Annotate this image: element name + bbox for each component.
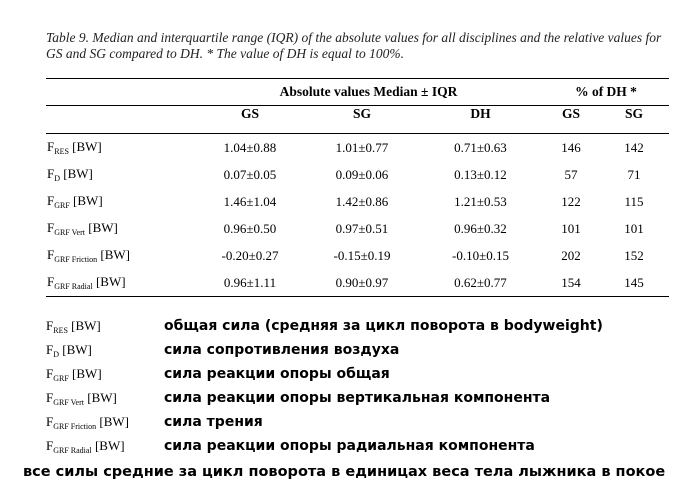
table-cell: 145 xyxy=(599,269,669,297)
force-symbol xyxy=(47,139,102,154)
table-cell: 0.96±0.32 xyxy=(454,220,507,236)
table-cell: -0.20±0.27 xyxy=(221,247,279,263)
legend-item xyxy=(46,434,686,458)
symbol-unit: [BW] xyxy=(68,365,102,381)
legend-item xyxy=(46,410,686,434)
symbol-subscript: GRF xyxy=(54,201,70,210)
table-body xyxy=(46,134,669,297)
column-header: GS xyxy=(543,106,599,134)
table-cell: 0.96±0.50 xyxy=(223,220,277,236)
force-symbol xyxy=(47,193,103,208)
legend-symbol xyxy=(46,366,164,383)
table-cell: 0.96±1.11 xyxy=(194,269,306,297)
table-cell: 0.71±0.63 xyxy=(454,139,507,155)
table-cell: 152 xyxy=(624,247,644,263)
symbol-subscript: D xyxy=(54,174,61,183)
table-cell: 1.46±1.04 xyxy=(223,193,277,209)
table-cell: 142 xyxy=(624,139,644,155)
table-cell: 1.42±0.86 xyxy=(335,193,389,209)
force-symbol xyxy=(46,390,117,405)
table-row xyxy=(46,269,669,297)
symbol-unit: [BW] xyxy=(92,274,126,289)
column-header: GS xyxy=(194,106,306,134)
symbol-subscript: GRF Vert xyxy=(53,397,84,407)
column-header-row xyxy=(46,106,669,134)
legend-item xyxy=(46,362,686,386)
symbol-letter: F xyxy=(47,139,55,154)
legend-symbol xyxy=(46,318,164,335)
legend-item xyxy=(46,314,686,338)
table-cell: 101 xyxy=(624,220,644,236)
symbol-subscript: GRF Radial xyxy=(54,282,93,291)
empty-corner xyxy=(46,79,194,106)
force-symbol xyxy=(46,366,102,381)
column-header: SG xyxy=(306,106,418,134)
row-label xyxy=(46,269,194,297)
symbol-unit: [BW] xyxy=(84,220,118,235)
row-label xyxy=(46,161,194,188)
group-header-relative: % of DH * xyxy=(543,79,669,106)
symbol-unit: [BW] xyxy=(60,166,93,181)
table-cell: 71 xyxy=(627,166,641,182)
force-symbol xyxy=(47,274,126,289)
legend-description: сила трения xyxy=(164,414,263,430)
symbol-letter: F xyxy=(47,247,55,262)
group-header-row xyxy=(46,79,669,106)
table-row xyxy=(46,215,669,242)
legend-description: сила сопротивления воздуха xyxy=(164,342,400,358)
table-cell: 0.07±0.05 xyxy=(223,166,277,182)
symbol-unit: [BW] xyxy=(69,193,103,208)
symbol-letter: F xyxy=(46,389,54,405)
table-cell: 0.97±0.51 xyxy=(335,220,389,236)
table-cell: 1.21±0.53 xyxy=(454,193,507,209)
symbol-letter: F xyxy=(46,365,54,381)
row-label xyxy=(46,188,194,215)
symbol-letter: F xyxy=(46,413,54,429)
legend-symbol xyxy=(46,390,164,407)
results-table xyxy=(46,78,669,297)
force-symbol xyxy=(46,414,129,429)
table-cell: 101 xyxy=(561,220,581,236)
force-symbol xyxy=(46,318,101,333)
legend xyxy=(46,314,686,458)
symbol-unit: [BW] xyxy=(59,341,92,357)
legend-symbol xyxy=(46,342,164,359)
row-label xyxy=(46,242,194,269)
footer-note: все силы средние за цикл поворота в единицах веса тела лыжника в покое xyxy=(23,464,666,480)
group-header-absolute: Absolute values Median ± IQR xyxy=(194,79,543,106)
legend-description: сила реакции опоры общая xyxy=(164,366,390,382)
table-row xyxy=(46,242,669,269)
symbol-subscript: D xyxy=(53,349,60,359)
table-cell: 1.01±0.77 xyxy=(335,139,389,155)
legend-description: общая сила (средняя за цикл поворота в bodyweight) xyxy=(164,318,603,334)
legend-description: сила реакции опоры вертикальная компонента xyxy=(164,390,551,406)
column-header: DH xyxy=(418,106,543,134)
force-symbol xyxy=(47,166,93,181)
table-cell: 154 xyxy=(543,269,599,297)
symbol-unit: [BW] xyxy=(67,317,101,333)
table-cell: -0.10±0.15 xyxy=(452,247,509,263)
table-cell: 1.04±0.88 xyxy=(223,139,277,155)
table-cell: 115 xyxy=(624,193,644,209)
table-cell: 146 xyxy=(561,139,581,155)
row-label xyxy=(46,134,194,162)
table-cell: 0.90±0.97 xyxy=(306,269,418,297)
legend-symbol xyxy=(46,414,164,431)
empty-corner xyxy=(46,106,194,134)
table-caption: Table 9. Median and interquartile range (IQR) of the absolute values for all disciplines and the relative values for GS and SG compared to DH. * The value of DH is equal to 100%. xyxy=(46,30,662,61)
symbol-unit: [BW] xyxy=(97,247,130,262)
table-cell: 0.13±0.12 xyxy=(454,166,507,182)
table-cell: 122 xyxy=(561,193,581,209)
symbol-subscript: GRF Friction xyxy=(53,421,97,431)
symbol-unit: [BW] xyxy=(68,139,102,154)
table-cell: -0.15±0.19 xyxy=(333,247,391,263)
symbol-letter: F xyxy=(46,437,54,453)
symbol-unit: [BW] xyxy=(96,413,129,429)
symbol-subscript: RES xyxy=(53,325,68,335)
symbol-unit: [BW] xyxy=(83,389,117,405)
legend-description: сила реакции опоры радиальная компонента xyxy=(164,438,535,454)
table-row xyxy=(46,161,669,188)
legend-symbol xyxy=(46,438,164,455)
row-label xyxy=(46,215,194,242)
force-symbol xyxy=(46,342,92,357)
legend-item xyxy=(46,338,686,362)
table-cell: 0.62±0.77 xyxy=(418,269,543,297)
symbol-subscript: GRF Radial xyxy=(53,445,92,455)
table-row xyxy=(46,188,669,215)
force-symbol xyxy=(47,247,130,262)
legend-item xyxy=(46,386,686,410)
table-cell: 0.09±0.06 xyxy=(335,166,389,182)
symbol-subscript: GRF Vert xyxy=(54,228,85,237)
symbol-letter: F xyxy=(47,274,55,289)
symbol-letter: F xyxy=(46,317,54,333)
symbol-unit: [BW] xyxy=(91,437,125,453)
symbol-subscript: GRF xyxy=(53,373,69,383)
table-cell: 57 xyxy=(564,166,578,182)
symbol-letter: F xyxy=(46,341,54,357)
table-row xyxy=(46,134,669,162)
symbol-subscript: RES xyxy=(54,147,69,156)
symbol-letter: F xyxy=(47,193,55,208)
symbol-subscript: GRF Friction xyxy=(54,255,98,264)
table-cell: 202 xyxy=(561,247,581,263)
force-symbol xyxy=(46,438,125,453)
symbol-letter: F xyxy=(47,220,55,235)
symbol-letter: F xyxy=(47,166,55,181)
force-symbol xyxy=(47,220,118,235)
column-header: SG xyxy=(599,106,669,134)
